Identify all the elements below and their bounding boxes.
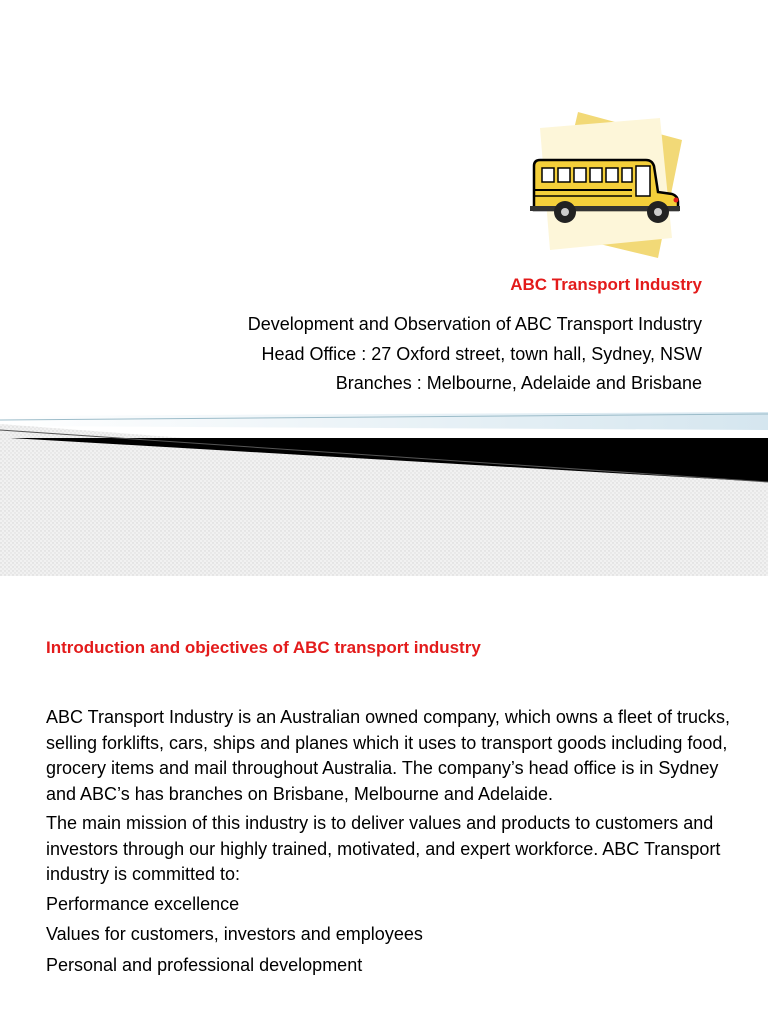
list-item: Values for customers, investors and employees (46, 924, 423, 944)
paragraph: The main mission of this industry is to deliver values and products to customers and investors through our highly trained, motivated, and expert workforce. ABC Transport industry is committed to: (46, 813, 721, 884)
subtitle-line: Head Office : 27 Oxford street, town hall, Sydney, NSW (261, 343, 702, 364)
introduction-slide (0, 576, 768, 1024)
slide-title: ABC Transport Industry (510, 275, 702, 294)
section-title: Introduction and objectives of ABC transport industry (46, 638, 481, 657)
paragraph: ABC Transport Industry is an Australian owned company, which owns a fleet of trucks, selling forklifts, cars, ships and planes which it uses to transport goods including food, grocery items and mail throughout Australia. The company’s head office is in Sydney and ABC’s has branches on Brisbane, Melbourne and Adelaide. (46, 707, 730, 804)
subtitle-line: Development and Observation of ABC Transport Industry (247, 314, 702, 334)
list-item: Personal and professional development (46, 954, 363, 975)
decorative-banner (0, 410, 768, 576)
body-text (46, 705, 736, 983)
list-item: Performance excellence (46, 893, 240, 914)
school-bus-icon (520, 110, 690, 260)
subtitle-line: Branches : Melbourne, Adelaide and Brisbane (335, 373, 702, 393)
slide-subtitle (248, 310, 702, 399)
